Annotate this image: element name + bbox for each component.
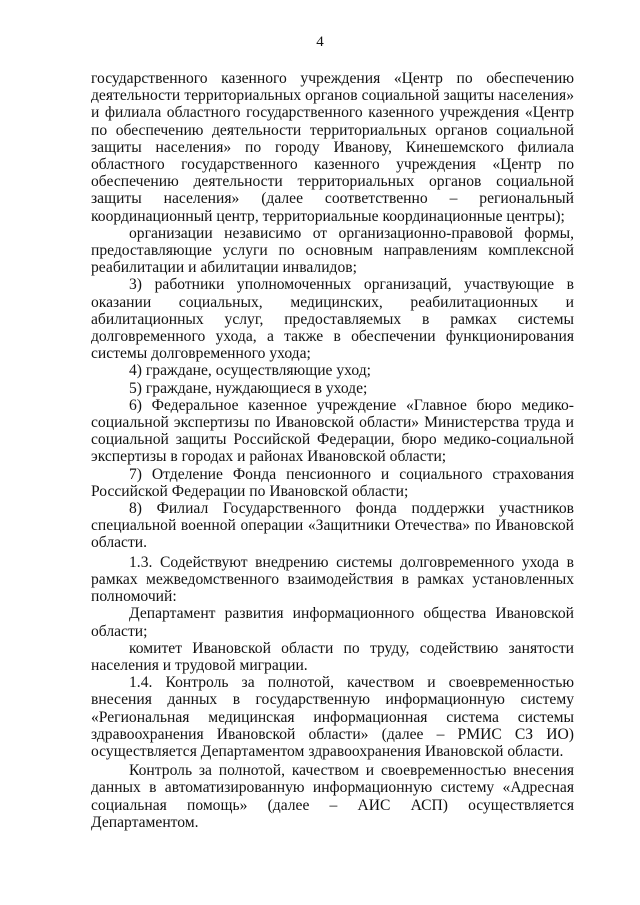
paragraph-organizations: организации независимо от организационно-правовой формы, предоставляющие услуги по основным направлениям комплексной реабилитации и абилитации инвалидов; xyxy=(91,224,574,277)
paragraph-control-ais: Контроль за полнотой, качеством и своевременностью внесения данных в автоматизированную информационную систему «Адресная социальная помощь» (далее – АИС АСП) осуществляется Департаментом. xyxy=(91,762,574,831)
paragraph-continuation: государственного казенного учреждения «Центр по обеспечению деятельности территориальных органов социальной защиты населения» и филиала областного государственного казенного учреждения «Центр по обеспечению деятельности территориальных органов социальной защиты населения» по городу Иванову, Кинешемского филиала областного государственного казенного учреждения «Центр по обеспечению деятельности территориальных органов социальной защиты населения» (далее соответственно – региональный координационный центр, территориальные координационные центры); xyxy=(91,70,574,225)
paragraph-item-8: 8) Филиал Государственного фонда поддержки участников специальной военной операции «Защитники Отечества» по Ивановской области. xyxy=(91,500,574,552)
paragraph-item-7: 7) Отделение Фонда пенсионного и социального страхования Российской Федерации по Ивановской области; xyxy=(91,465,574,500)
paragraph-item-4: 4) граждане, осуществляющие уход; xyxy=(129,362,371,380)
paragraph-department-it: Департамент развития информационного общества Ивановской области; xyxy=(91,605,574,640)
paragraph-item-6: 6) Федеральное казенное учреждение «Главное бюро медико-социальной экспертизы по Ивановской области» Министерства труда и социальной защиты Российской Федерации, бюро медико-социальной экспертизы в городах и районах Ивановской области; xyxy=(91,396,574,466)
paragraph-item-3: 3) работники уполномоченных организаций, участвующие в оказании социальных, медицинских, реабилитационных и абилитационных услуг, предоставляемых в рамках системы долговременного ухода, а также в обеспечении функционирования системы долговременного ухода; xyxy=(91,276,574,363)
paragraph-item-5: 5) граждане, нуждающиеся в уходе; xyxy=(129,379,368,397)
page-number: 4 xyxy=(316,34,324,50)
paragraph-labor-committee: комитет Ивановской области по труду, содействию занятости населения и трудовой миграции. xyxy=(91,639,574,674)
paragraph-section-1-4: 1.4. Контроль за полнотой, качеством и своевременностью внесения данных в государственную информационную систему «Региональная медицинская информационная система системы здравоохранения Ивановской области» (далее – РМИС СЗ ИО) осуществляется Департаментом здравоохранения Ивановской области. xyxy=(91,674,574,760)
paragraph-section-1-3: 1.3. Содействуют внедрению системы долговременного ухода в рамках межведомственного взаимодействия в рамках установленных полномочий: xyxy=(91,553,574,606)
document-body xyxy=(91,70,574,831)
